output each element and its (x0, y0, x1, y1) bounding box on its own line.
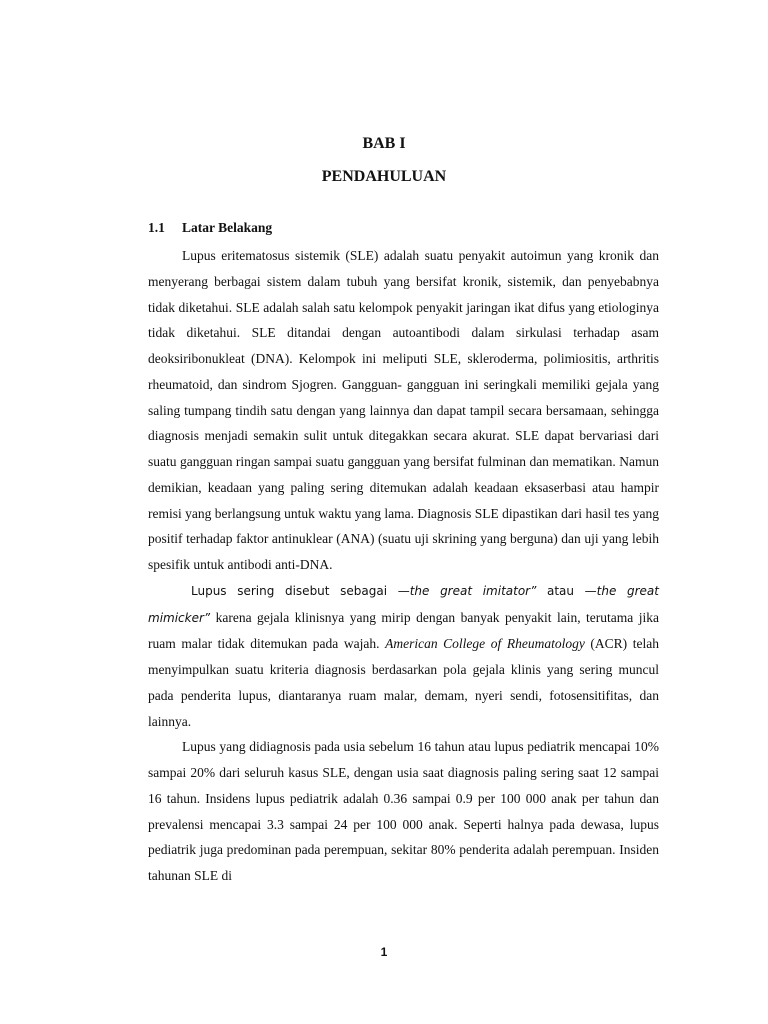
chapter-number: BAB I (362, 135, 406, 152)
section-title: Latar Belakang (182, 220, 273, 235)
paragraph-2-lead: Lupus sering disebut sebagai (191, 583, 398, 598)
page-number: 1 (380, 945, 388, 959)
paragraph-2-tail: (ACR) telah menyimpulkan suatu kriteria diagnosis berdasarkan pola gejala klinis yang sering muncul pada penderita lupus, diantaranya ruam malar, demam, nyeri sendi, fotosensitifitas, dan lainnya. (148, 636, 659, 729)
chapter-title: PENDAHULUAN (321, 168, 447, 185)
quote-great-imitator: —the great imitator” (397, 583, 537, 598)
organization-name: American College of Rheumatology (385, 636, 585, 652)
section-number: 1.1 (148, 220, 165, 235)
paragraph-2-connector: atau (536, 583, 585, 598)
section-heading (148, 220, 272, 236)
paragraph-2 (148, 578, 659, 735)
paragraph-2-text: karena gejala klinisnya yang mirip dengan banyak penyakit lain, terutama jika ruam malar tidak ditemukan pada wajah. (148, 609, 659, 652)
quote-great-mimicker: —the great mimicker” (148, 583, 659, 625)
body-text (148, 243, 659, 889)
paragraph-1: Lupus eritematosus sistemik (SLE) adalah suatu penyakit autoimun yang kronik dan menyerang berbagai sistem dalam tubuh yang bersifat kronik, sistemik, dan penyebabnya tidak diketahui. SLE adalah salah satu kelompok penyakit jaringan ikat difus yang etiologinya tidak diketahui. SLE ditandai dengan autoantibodi dalam sirkulasi terhadap asam deoksiribonukleat (DNA). Kelompok ini meliputi SLE, skleroderma, polimiositis, arthritis rheumatoid, dan sindrom Sjogren. Gangguan- gangguan ini seringkali memiliki gejala yang saling tumpang tindih satu dengan yang lainnya dan dapat tampil secara bersamaan, sehingga diagnosis menjadi semakin sulit untuk ditegakkan secara akurat. SLE dapat bervariasi dari suatu gangguan ringan sampai suatu gangguan yang bersifat fulminan dan mematikan. Namun demikian, keadaan yang paling sering ditemukan adalah keadaan eksaserbasi atau hampir remisi yang berlangsung untuk waktu yang lama. Diagnosis SLE dipastikan dari hasil tes yang positif terhadap faktor antinuklear (ANA) (suatu uji skrining yang berguna) dan uji yang lebih spesifik untuk antibodi anti-DNA. (148, 248, 659, 572)
paragraph-3: Lupus yang didiagnosis pada usia sebelum 16 tahun atau lupus pediatrik mencapai 10% sampai 20% dari seluruh kasus SLE, dengan usia saat diagnosis paling sering saat 12 sampai 16 tahun. Insidens lupus pediatrik adalah 0.36 sampai 0.9 per 100 000 anak per tahun dan prevalensi mencapai 3.3 sampai 24 per 100 000 anak. Seperti halnya pada dewasa, lupus pediatrik juga predominan pada perempuan, sekitar 80% penderita adalah perempuan. Insiden tahunan SLE di (148, 739, 659, 883)
